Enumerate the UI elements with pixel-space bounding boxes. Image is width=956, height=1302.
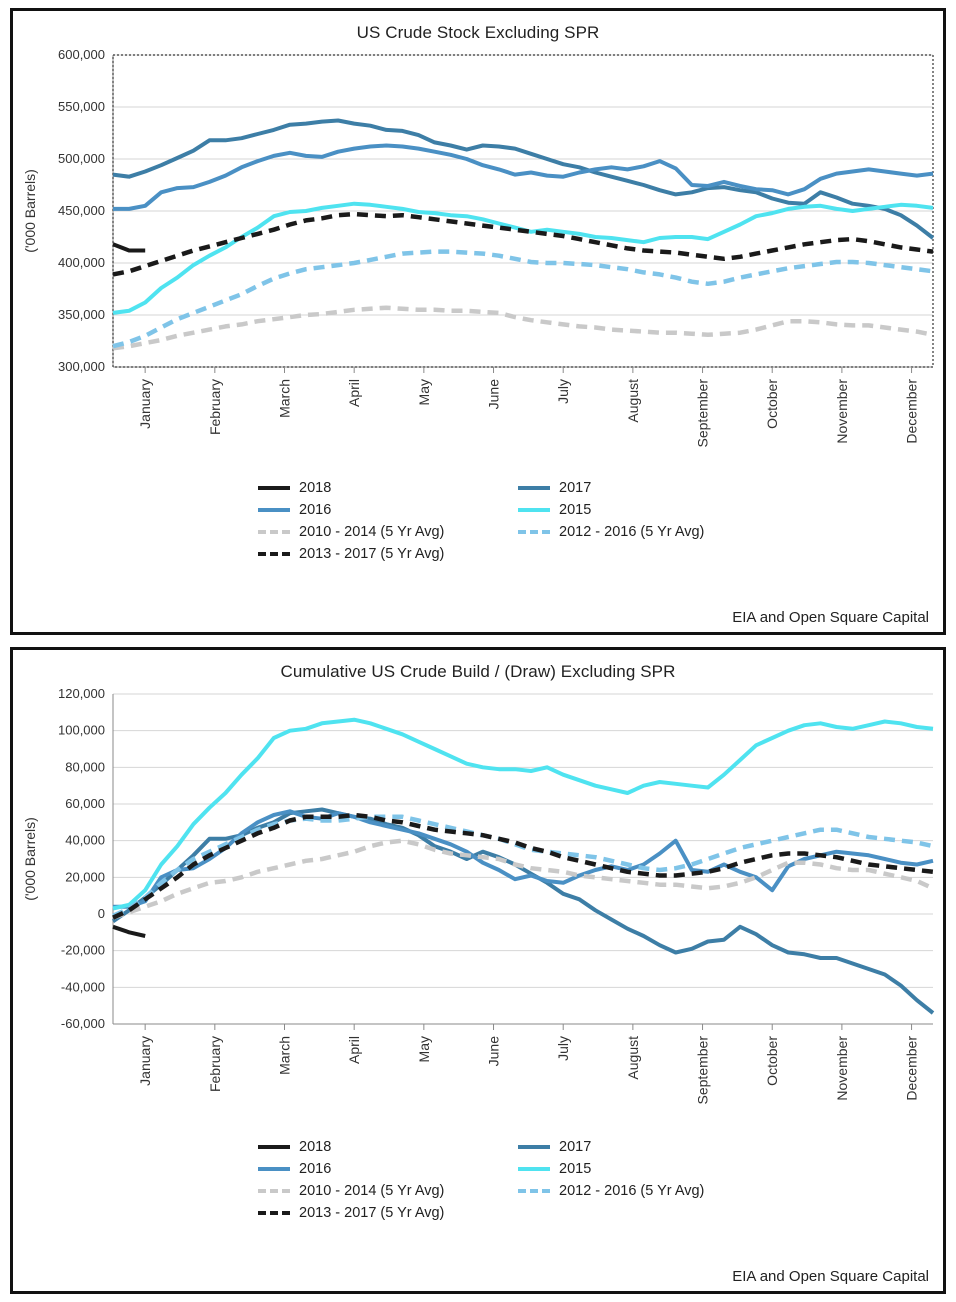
legend-swatch: [518, 1167, 550, 1171]
svg-text:July: July: [555, 1036, 572, 1061]
svg-text:January: January: [137, 1036, 154, 1086]
legend-item: [518, 1180, 768, 1201]
legend-swatch: [518, 508, 550, 512]
chart-source-1: EIA and Open Square Capital: [732, 609, 929, 626]
svg-text:June: June: [485, 1036, 502, 1067]
legend-item: [518, 1158, 768, 1179]
svg-text:May: May: [415, 1036, 432, 1063]
svg-text:January: January: [137, 379, 154, 429]
legend-item: [258, 1202, 508, 1223]
svg-text:November: November: [833, 379, 850, 444]
svg-text:December: December: [903, 379, 920, 444]
chart-title-2: Cumulative US Crude Build / (Draw) Excluding SPR: [280, 662, 676, 681]
svg-text:July: July: [555, 379, 572, 404]
legend-swatch: [518, 1145, 550, 1149]
legend-swatch: [258, 1167, 290, 1171]
legend-label: 2016: [299, 501, 332, 518]
legend-swatch: [258, 486, 290, 490]
legend-swatch: [258, 508, 290, 512]
svg-text:September: September: [694, 379, 711, 448]
svg-text:('000 Barrels): ('000 Barrels): [22, 817, 38, 901]
svg-text:February: February: [206, 379, 223, 436]
svg-text:500,000: 500,000: [58, 151, 105, 166]
legend-swatch: [258, 1211, 290, 1215]
legend-swatch: [518, 530, 550, 534]
svg-text:20,000: 20,000: [65, 869, 105, 885]
svg-text:300,000: 300,000: [58, 359, 105, 374]
svg-text:October: October: [764, 1036, 781, 1086]
legend-item: [258, 499, 508, 520]
svg-text:-40,000: -40,000: [60, 979, 105, 995]
svg-text:November: November: [833, 1036, 850, 1101]
legend-label: 2010 - 2014 (5 Yr Avg): [299, 523, 445, 540]
svg-text:('000 Barrels): ('000 Barrels): [22, 169, 38, 253]
svg-text:400,000: 400,000: [58, 255, 105, 270]
svg-text:60,000: 60,000: [65, 796, 105, 811]
chart-svg-2: [21, 684, 951, 1134]
legend-label: 2013 - 2017 (5 Yr Avg): [299, 1204, 445, 1221]
chart-source-2: EIA and Open Square Capital: [732, 1268, 929, 1285]
svg-text:February: February: [206, 1036, 223, 1093]
legend-label: 2017: [559, 1138, 592, 1155]
svg-text:450,000: 450,000: [58, 203, 105, 218]
legend-label: 2015: [559, 1160, 592, 1177]
legend-item: [258, 1180, 508, 1201]
svg-text:80,000: 80,000: [65, 759, 105, 775]
legend-swatch: [258, 1145, 290, 1149]
legend-label: 2016: [299, 1160, 332, 1177]
svg-text:May: May: [415, 379, 432, 406]
svg-text:December: December: [903, 1036, 920, 1101]
legend-label: 2013 - 2017 (5 Yr Avg): [299, 545, 445, 562]
legend-swatch: [258, 530, 290, 534]
legend-label: 2018: [299, 479, 332, 496]
svg-text:600,000: 600,000: [58, 47, 105, 62]
legend-item: [258, 1136, 508, 1157]
legend-label: 2017: [559, 479, 592, 496]
chart-svg-1: [21, 45, 951, 475]
svg-text:August: August: [624, 379, 641, 423]
legend-item: [258, 477, 508, 498]
legend-item: [258, 521, 508, 542]
svg-text:September: September: [694, 1036, 711, 1105]
legend-item: [518, 499, 768, 520]
svg-text:-60,000: -60,000: [60, 1016, 105, 1031]
svg-text:March: March: [276, 379, 293, 418]
svg-text:June: June: [485, 379, 502, 410]
chart-title-1: US Crude Stock Excluding SPR: [356, 23, 600, 42]
legend-item: [258, 1158, 508, 1179]
legend-item: [518, 1136, 768, 1157]
svg-text:100,000: 100,000: [58, 722, 105, 738]
svg-text:April: April: [346, 379, 363, 408]
legend-swatch: [518, 1189, 550, 1193]
legend-item: [518, 521, 768, 542]
svg-text:October: October: [764, 379, 781, 429]
svg-text:120,000: 120,000: [58, 686, 105, 701]
legend-swatch: [258, 1189, 290, 1193]
svg-text:350,000: 350,000: [58, 307, 105, 322]
svg-text:April: April: [346, 1036, 363, 1065]
legend-label: 2015: [559, 501, 592, 518]
chart-legend-1: [218, 477, 738, 564]
svg-text:-20,000: -20,000: [60, 942, 105, 958]
legend-swatch: [518, 486, 550, 490]
legend-label: 2012 - 2016 (5 Yr Avg): [559, 523, 705, 540]
legend-swatch: [258, 552, 290, 556]
panel-cumulative-build-draw: [10, 647, 946, 1294]
legend-label: 2018: [299, 1138, 332, 1155]
svg-text:0: 0: [97, 906, 105, 921]
legend-item: [518, 477, 768, 498]
legend-item: [258, 543, 508, 564]
plot-area-1: [21, 45, 935, 475]
chart-legend-2: [218, 1136, 738, 1223]
svg-text:March: March: [276, 1036, 293, 1075]
svg-text:40,000: 40,000: [65, 832, 105, 848]
plot-area-2: [21, 684, 935, 1134]
svg-text:550,000: 550,000: [58, 99, 105, 114]
legend-label: 2012 - 2016 (5 Yr Avg): [559, 1182, 705, 1199]
legend-label: 2010 - 2014 (5 Yr Avg): [299, 1182, 445, 1199]
svg-text:August: August: [624, 1036, 641, 1080]
panel-us-crude-stock: [10, 8, 946, 635]
